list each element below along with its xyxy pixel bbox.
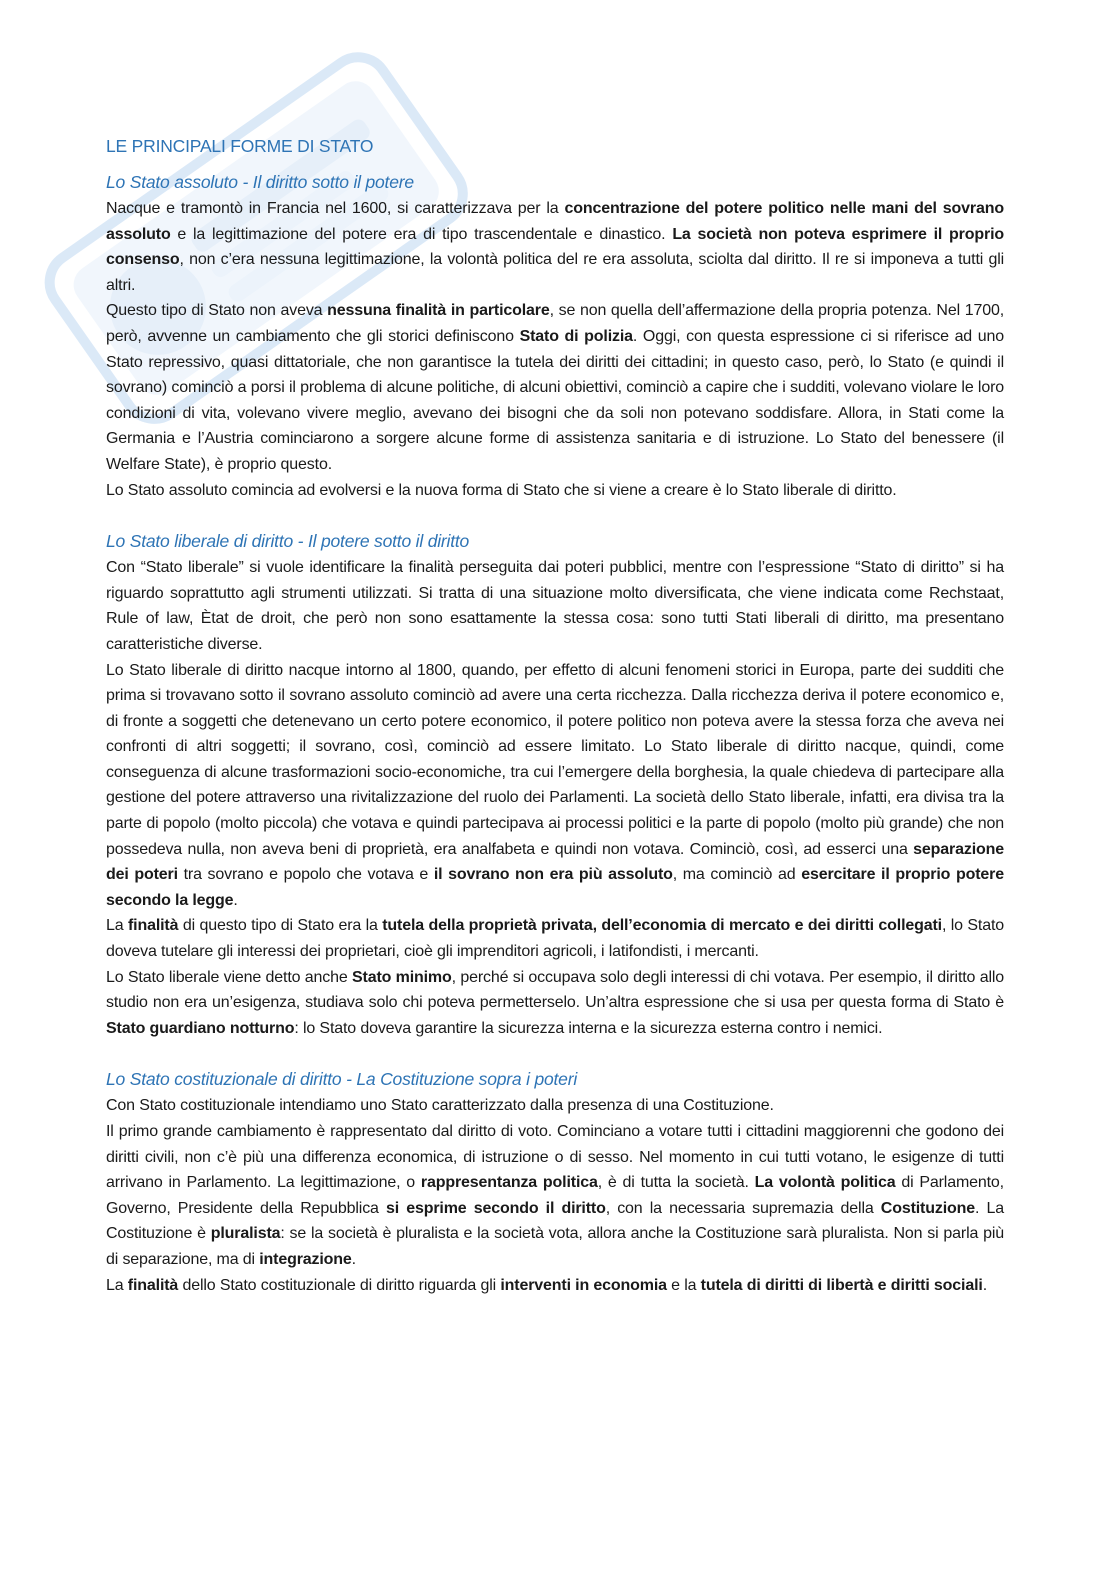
bold-text: integrazione [259, 1250, 352, 1268]
text-run: , non c’era nessuna legittimazione, la volontà politica del re era assoluta, sciolta dal diritto. Il re si imponeva a tutti gli altri. [106, 251, 1004, 294]
text-run: . [351, 1250, 356, 1268]
text-run: , lo Stato doveva tutelare gli interessi dei proprietari, cioè gli imprenditori agricoli, i latifondisti, i mercanti. [106, 917, 1004, 961]
paragraph [106, 555, 1004, 657]
section-heading: Lo Stato costituzionale di diritto - La Costituzione sopra i poteri [106, 1069, 578, 1090]
bold-text: Stato di polizia [519, 327, 633, 345]
bold-text: La volontà politica [754, 1174, 896, 1192]
text-run: , è di tutta la società. [597, 1174, 755, 1192]
paragraph [106, 1119, 1004, 1273]
paragraph [106, 1093, 1004, 1119]
section-heading: Lo Stato assoluto - Il diritto sotto il potere [106, 172, 414, 192]
text-run: di Parlamento, Governo, Presidente della Repubblica [106, 1174, 1004, 1217]
paragraph [106, 965, 1004, 1042]
section-heading: Lo Stato liberale di diritto - Il potere sotto il diritto [106, 531, 470, 552]
bold-text: interventi in economia [500, 1276, 667, 1294]
text-run: , se non quella dell’affermazione della propria potenza. Nel 1700, però, avvenne un cambiamento che gli storici definiscono [106, 302, 1004, 345]
text-run: Il primo grande cambiamento è rappresentato dal diritto di voto. Cominciano a votare tutti i cittadini maggiorenni che godono dei diritti civili, non c’è più una differenza economica, di istruzione o di sesso. Nel momento in cui tutti votano, le esigenze di tutti arrivano in Parlamento. La legittimazione, o [106, 1123, 1004, 1192]
text-run: Questo tipo di Stato non aveva [106, 302, 328, 320]
bold-text: rappresentanza politica [420, 1174, 598, 1192]
bold-text: il sovrano non era più assoluto [433, 866, 673, 884]
text-run: e la legittimazione del potere era di tipo trascendentale e dinastico. [170, 225, 673, 243]
document-title: LE PRINCIPALI FORME DI STATO [106, 136, 374, 156]
text-run: La [106, 917, 128, 935]
paragraph [106, 658, 1004, 914]
paragraph [106, 478, 1004, 504]
bold-text: Stato guardiano notturno [106, 1019, 295, 1037]
bold-text: finalità [127, 917, 179, 935]
text-run: e la [666, 1276, 701, 1294]
bold-text: tutela della proprietà privata, dell’economia di mercato e dei diritti collegati [382, 917, 942, 935]
document-page [106, 128, 1004, 1298]
text-run: . [233, 891, 238, 909]
bold-text: nessuna finalità in particolare [327, 302, 550, 320]
sections-container [106, 170, 1004, 1298]
text-run: Lo Stato liberale di diritto nacque intorno al 1800, quando, per effetto di alcuni fenomeni storici in Europa, parte dei sudditi che prima si trovavano sotto il sovrano assoluto cominciò ad avere una certa ricchezza. Dalla ricchezza deriva il potere economico e, di fronte a soggetti che detenevano un certo potere economico, il potere politico non poteva avere la stessa forza che aveva nei confronti di altri soggetti; il sovrano, così, cominciò ad essere limitato. Lo Stato liberale di diritto nacque, quindi, come conseguenza di alcune trasformazioni socio-economiche, tra cui l’emergere della borghesia, la quale chiedeva di partecipare alla gestione del potere attraverso una rivitalizzazione del ruolo dei Parlamenti. La società dello Stato liberale, infatti, era divisa tra la parte di popolo (molto piccola) che votava e quindi partecipava ai processi politici e la parte di popolo (molto più grande) che non possedeva nulla, non aveva beni di proprietà, era analfabeta e quindi non votava. Cominciò, così, ad esserci una [106, 661, 1004, 858]
bold-text: Stato minimo [352, 968, 452, 986]
text-run: . Oggi, con questa espressione ci si riferisce ad uno Stato repressivo, quasi dittatoriale, che non garantisce la tutela dei diritti dei cittadini; in questo caso, però, lo Stato (e quindi il sovrano) cominciò a porsi il problema di alcune politiche, di alcuni obiettivi, cominciò a capire che i sudditi, volevano violare le loro condizioni di vita, volevano vivere meglio, avevano dei bisogni che da soli non potevano soddisfare. Allora, in Stati come la Germania e l’Austria cominciarono a sorgere alcune forme di assistenza sanitaria e di istruzione. Lo Stato del benessere (il Welfare State), è proprio questo. [106, 327, 1005, 473]
text-run: tra sovrano e popolo che votava e [177, 866, 434, 884]
text-run: Lo Stato assoluto comincia ad evolversi e la nuova forma di Stato che si viene a creare è lo Stato liberale di diritto. [106, 481, 897, 499]
text-run: , con la necessaria supremazia della [605, 1199, 881, 1217]
bold-text: La società non poteva esprimere il proprio consenso [106, 225, 1004, 269]
text-run: dello Stato costituzionale di diritto riguarda gli [178, 1276, 501, 1294]
paragraph [106, 913, 1004, 964]
text-run: , perché si occupava solo degli interessi di chi votava. Per esempio, il diritto allo studio non era un’esigenza, studiava solo chi poteva permetterselo. Un’altra espressione che si usa per questa forma di Stato è [106, 968, 1004, 1012]
text-run: Lo Stato liberale viene detto anche [106, 968, 352, 986]
bold-text: si esprime secondo il diritto [385, 1199, 606, 1217]
text-run: . [982, 1276, 987, 1294]
bold-text: finalità [127, 1276, 179, 1294]
text-run: La [106, 1276, 128, 1294]
text-run: di questo tipo di Stato era la [178, 917, 383, 935]
paragraph [106, 1273, 1004, 1299]
text-run: , ma cominciò ad [672, 866, 802, 884]
bold-text: tutela di diritti di libertà e diritti sociali [700, 1276, 983, 1294]
paragraph [106, 196, 1004, 298]
text-run: : lo Stato doveva garantire la sicurezza interna e la sicurezza esterna contro i nemici. [294, 1019, 883, 1037]
text-run: . La Costituzione è [106, 1199, 1004, 1243]
bold-text: separazione dei poteri [106, 840, 1004, 884]
bold-text: esercitare il proprio potere secondo la legge [106, 866, 1004, 909]
bold-text: pluralista [210, 1225, 281, 1243]
text-run: : se la società è pluralista e la società vota, allora anche la Costituzione sarà pluralista. Non si parla più di separazione, ma di [106, 1225, 1004, 1268]
text-run: Con Stato costituzionale intendiamo uno Stato caratterizzato dalla presenza di una Costituzione. [106, 1097, 774, 1115]
text-run: Con “Stato liberale” si vuole identificare la finalità perseguita dai poteri pubblici, mentre con l’espressione “Stato di diritto” si ha riguardo soprattutto agli strumenti utilizzati. Si tratta di una situazione molto diversificata, che viene indicata come Rechstaat, Rule of law, Ètat de droit, che però non sono esattamente la stessa cosa: sono tutti Stati liberali di diritto, ma presentano caratteristiche diverse. [106, 559, 1004, 653]
bold-text: concentrazione del potere politico nelle mani del sovrano assoluto [106, 200, 1004, 243]
bold-text: Costituzione [880, 1199, 975, 1217]
text-run: Nacque e tramontò in Francia nel 1600, si caratterizzava per la [106, 200, 565, 217]
paragraph [106, 298, 1004, 477]
